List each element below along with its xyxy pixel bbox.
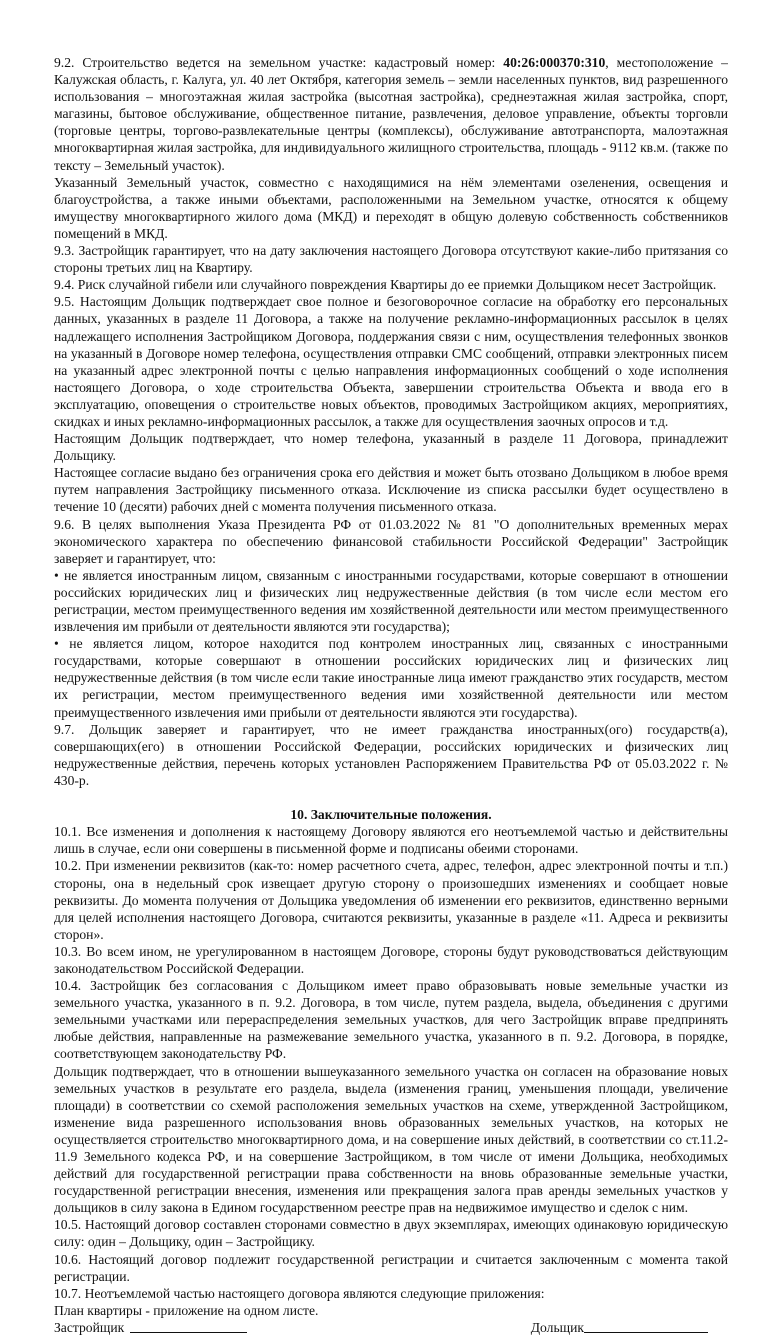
document-page bbox=[54, 54, 728, 1336]
clause-9-2 bbox=[54, 54, 728, 174]
clause-10-4-consent: Дольщик подтверждает, что в отношении вышеуказанного земельного участка он согласен на образование новых земельных участков в результате его раздела, выдела (изменения границ, уменьшения площади, увеличение площади) в соответствии со схемой расположения земельных участков на схеме, утвержденной Застройщиком, изменение вида разрешенного использования вновь образованных земельных участков, на которых не осуществляется строительство многоквартирного дома, и на совершение иных действий, в соответствии со ст.11.2-11.9 Земельного кодекса РФ, и на совершение Застройщиком, в том числе от имени Дольщика, необходимых действий для государственной регистрации права собственности на вновь образованные земельные участки, государственной регистрации внесения, изменения или прекращения залога прав аренды земельных участков у дольщиков в силу закона в Едином государственном реестре прав на недвижимое имущество и сделок с ним. bbox=[54, 1063, 728, 1216]
clause-10-6: 10.6. Настоящий договор подлежит государственной регистрации и считается заключенным с момента такой регистрации. bbox=[54, 1251, 728, 1284]
spacer bbox=[54, 789, 728, 806]
clause-9-6: 9.6. В целях выполнения Указа Президента РФ от 01.03.2022 № 81 "О дополнительных временных мерах экономического характера по обеспечению финансовой стабильности Российской Федерации" Застройщик заверяет и гарантирует, что: bbox=[54, 516, 728, 566]
cadastral-number: 40:26:000370:310 bbox=[503, 55, 606, 70]
section-10-heading: 10. Заключительные положения. bbox=[290, 807, 492, 823]
shareholder-signature bbox=[531, 1319, 708, 1336]
clause-9-5-consent: Настоящее согласие выдано без ограничения срока его действия и может быть отозвано Дольщиком в любое время путем направления Застройщику письменного отказа. Исключение из списка рассылки будет осуществлено в течение 10 (десяти) рабочих дней с момента получения письменного отказа. bbox=[54, 465, 728, 515]
clause-9-6-bullet-1: • не является иностранным лицом, связанным с иностранными государствами, которые совершают в отношении российских юридических лиц и физических лиц недружественные действия (в том числе если местом его регистрации, местом преимущественного ведения им хозяйственной деятельности или местом преимущественного извлечения им прибыли от деятельности являются эти государства); bbox=[54, 567, 728, 635]
developer-signature-line bbox=[130, 1319, 247, 1333]
clause-10-3: 10.3. Во всем ином, не урегулированном в настоящем Договоре, стороны будут руководствоваться действующим законодательством Российской Федерации. bbox=[54, 943, 728, 976]
clause-9-5: 9.5. Настоящим Дольщик подтверждает свое полное и безоговорочное согласие на обработку его персональных данных, указанных в разделе 11 Договора, а также на получение рекламно-информационных рассылок в целях надлежащего исполнения Застройщиком Договора, поддержания связи с ним, осуществления телефонных звонков на указанный в Договоре номер телефона, осуществления отправки СМС сообщений, отправки электронных писем на указанный адрес электронной почты с целью направления информационных сообщений о ходе исполнения настоящего Договора, о ходе строительства Объекта, завершении строительства Объекта и ввода его в эксплуатацию, оповещения о строительстве новых объектов, проводимых Застройщиком акциях, мероприятиях, скидках и иных рекламно-информационных рассылок, а также для осуществления заочных опросов и т.д. bbox=[54, 294, 728, 429]
clause-9-2-prefix: 9.2. Строительство ведется на земельном участке: кадастровый номер: bbox=[54, 55, 504, 70]
developer-label: Застройщик bbox=[54, 1319, 125, 1335]
clause-10-4: 10.4. Застройщик без согласования с Дольщиком имеет право образовывать новые земельные участки из земельного участка, указанного в п. 9.2. Договора, в том числе, путем раздела, выдела, объединения с другими земельными участками или перераспределения земельных участков, для чего Застройщик вправе предпринять любые действия, направленные на размежевание земельного участка, указанного в п. 9.2. Договора, в порядке, соответствующем законодательству РФ. bbox=[54, 978, 728, 1062]
shareholder-signature-line bbox=[584, 1319, 708, 1333]
clause-9-2-common-property: Указанный Земельный участок, совместно с находящимися на нём элементами озеленения, освещения и благоустройства, а также иными объектами, расположенными на Земельном участке, относятся к общему имуществу многоквартирного жилого дома (МКД) и переходят в общую долевую собственность собственников помещений в МКД. bbox=[54, 174, 728, 241]
clause-10-7: 10.7. Неотъемлемой частью настоящего договора являются следующие приложения: bbox=[54, 1285, 545, 1301]
clause-9-7: 9.7. Дольщик заверяет и гарантирует, что не имеет гражданства иностранных(ого) государств(а), совершающих(его) в отношении Российской Федерации, российских юридических и физических лиц недружественные действия, перечень которых установлен Распоряжением Правительства РФ от 05.03.2022 г. № 430-р. bbox=[54, 721, 728, 788]
clause-9-4: 9.4. Риск случайной гибели или случайного повреждения Квартиры до ее приемки Дольщиком несет Застройщик. bbox=[54, 277, 717, 293]
shareholder-label: Дольщик bbox=[530, 1319, 584, 1335]
developer-signature bbox=[54, 1319, 247, 1336]
clause-10-5: 10.5. Настоящий договор составлен сторонами совместно в двух экземплярах, имеющих одинаковую юридическую силу: один – Дольщику, один – Застройщику. bbox=[54, 1217, 728, 1250]
clause-9-2-suffix: , местоположение – Калужская область, г. Калуга, ул. 40 лет Октября, категория земель – земли населенных пунктов, вид разрешенного использования – многоэтажная жилая застройка (высотная застройка), среднеэтажная жилая застройка, спорт, магазины, бытовое обслуживание, общественное питание, развлечения, деловое управление, объекты торговли (торговые центры, торгово-развлекательные центры (комплексы), обслуживание автотранспорта, малоэтажная многоквартирная жилая застройка, для индивидуального жилищного строительства, площадь - 9112 кв.м. (также по тексту – Земельный участок). bbox=[54, 55, 728, 173]
clause-9-3: 9.3. Застройщик гарантирует, что на дату заключения настоящего Договора отсутствуют какие-либо притязания со стороны третьих лиц на Квартиру. bbox=[54, 243, 728, 276]
clause-9-5-phone: Настоящим Дольщик подтверждает, что номер телефона, указанный в разделе 11 Договора, принадлежит Дольщику. bbox=[54, 431, 728, 464]
clause-9-6-bullet-2: • не является лицом, которое находится под контролем иностранных лиц, связанных с иностранными государствами, которые совершают в отношении российских юридических лиц и физических лиц недружественные действия (в том числе если такие иностранные лица имеют гражданство этих государств, местом их регистрации, местом преимущественного ведения ими хозяйственной деятельности или местом преимущественного извлечения ими прибыли от деятельности являются эти государства). bbox=[54, 636, 728, 720]
clause-10-1: 10.1. Все изменения и дополнения к настоящему Договору являются его неотъемлемой частью и действительны лишь в случае, если они совершены в письменной форме и подписаны обеими сторонами. bbox=[54, 824, 728, 857]
appendix-line: План квартиры - приложение на одном листе. bbox=[54, 1302, 319, 1318]
signature-row bbox=[54, 1319, 728, 1336]
clause-10-2: 10.2. При изменении реквизитов (как-то: номер расчетного счета, адрес, телефон, адрес электронной почты и т.п.) стороны, она в недельный срок извещает другую сторону о произошедших изменениях и сообщает новые реквизиты. До момента получения от Дольщика уведомления об изменении его реквизитов, единственно верными для целей исполнения настоящего Договора, считаются реквизиты, указанные в разделе «11. Адреса и реквизиты сторон». bbox=[54, 858, 728, 942]
